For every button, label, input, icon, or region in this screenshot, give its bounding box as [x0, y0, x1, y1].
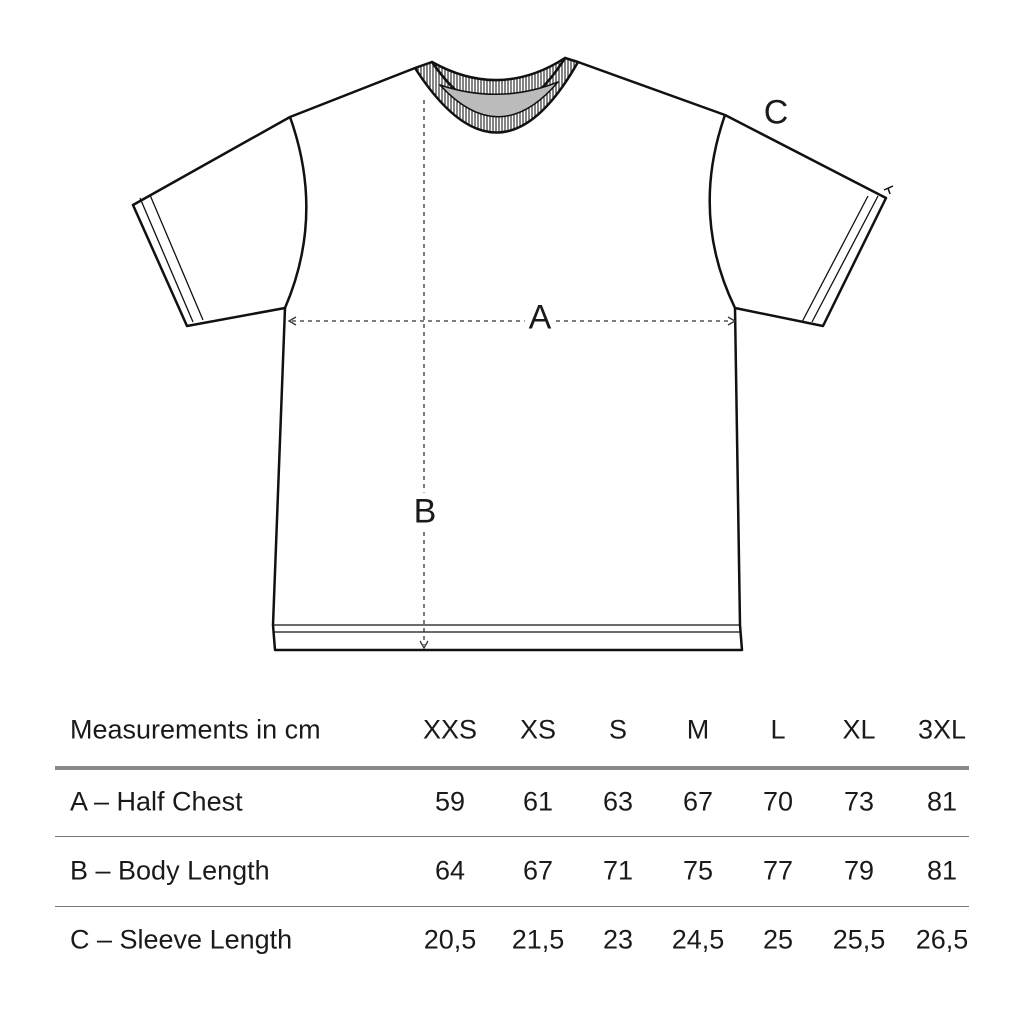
table-cell: 64 — [434, 855, 466, 886]
table-cell: 59 — [434, 786, 466, 817]
row-divider — [55, 836, 969, 837]
label-a: A — [525, 299, 556, 338]
size-header: L — [770, 714, 786, 745]
table-cell: 70 — [762, 786, 794, 817]
table-cell: 79 — [843, 855, 875, 886]
size-header: XS — [519, 714, 557, 745]
row-divider — [55, 906, 969, 907]
table-cell: 75 — [682, 855, 714, 886]
table-cell: 81 — [926, 855, 958, 886]
size-header: M — [686, 714, 710, 745]
table-cell: 63 — [602, 786, 634, 817]
table-cell: 67 — [682, 786, 714, 817]
label-c: C — [763, 93, 789, 132]
table-header-label: Measurements in cm — [70, 714, 321, 745]
sleeve-end-tick — [884, 186, 893, 194]
size-header: XL — [842, 714, 876, 745]
table-cell: 20,5 — [423, 924, 477, 955]
size-header: S — [608, 714, 628, 745]
label-b: B — [413, 492, 437, 531]
table-cell: 25,5 — [832, 924, 886, 955]
table-cell: 25 — [762, 924, 794, 955]
row-label: B – Body Length — [70, 855, 270, 886]
table-cell: 21,5 — [511, 924, 565, 955]
table-cell: 71 — [602, 855, 634, 886]
size-header: XXS — [422, 714, 478, 745]
row-label: A – Half Chest — [70, 786, 243, 817]
shirt-outline — [133, 62, 886, 650]
table-cell: 81 — [926, 786, 958, 817]
table-cell: 67 — [522, 855, 554, 886]
size-header: 3XL — [917, 714, 967, 745]
header-divider — [55, 766, 969, 770]
table-cell: 73 — [843, 786, 875, 817]
table-cell: 26,5 — [915, 924, 969, 955]
table-cell: 77 — [762, 855, 794, 886]
table-cell: 24,5 — [671, 924, 725, 955]
table-cell: 61 — [522, 786, 554, 817]
table-cell: 23 — [602, 924, 634, 955]
row-label: C – Sleeve Length — [70, 924, 293, 955]
